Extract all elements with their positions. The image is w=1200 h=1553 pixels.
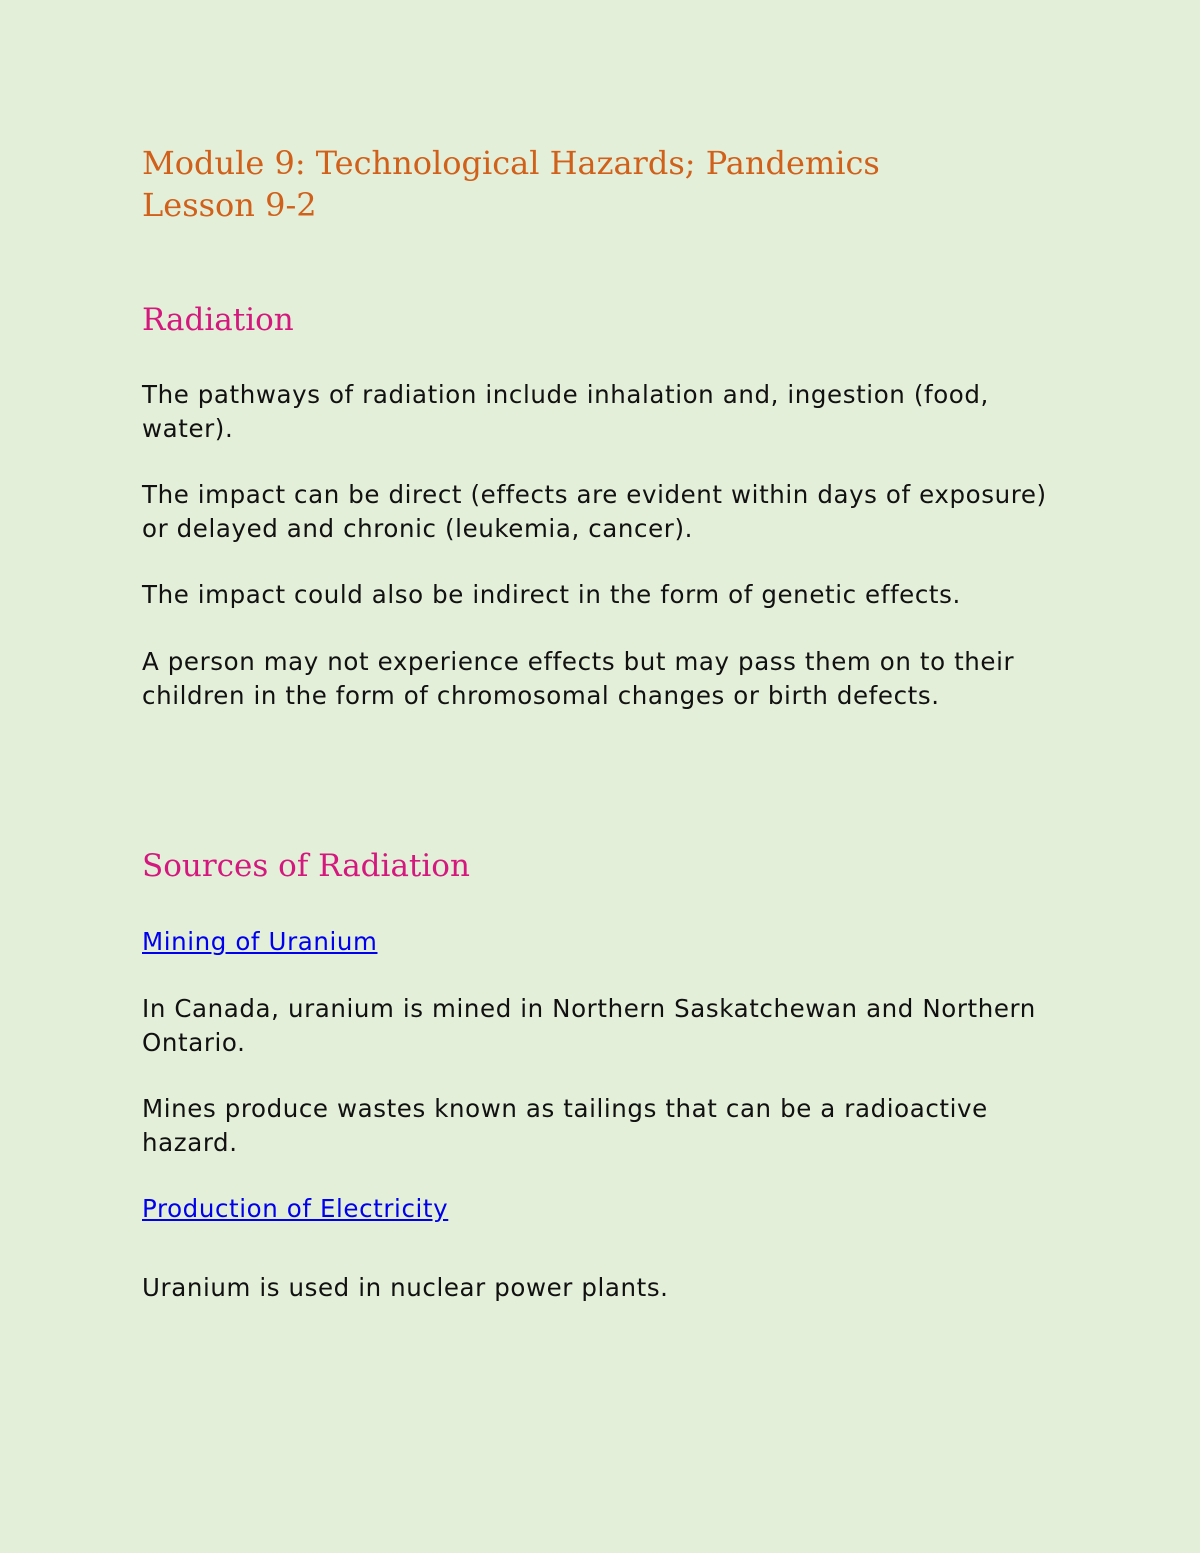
sources-heading: Sources of Radiation xyxy=(142,848,470,884)
radiation-paragraph: The impact can be direct (effects are evident within days of exposure) or delayed and chronic (leukemia, cancer). xyxy=(142,480,1047,543)
radiation-paragraph: The impact could also be indirect in the form of genetic effects. xyxy=(142,580,961,609)
radiation-paragraph: A person may not experience effects but may pass them on to their children in the form of chromosomal changes or birth defects. xyxy=(142,647,1015,710)
radiation-paragraph: The pathways of radiation include inhalation and, ingestion (food, water). xyxy=(142,380,989,443)
mining-paragraph: Mines produce wastes known as tailings that can be a radioactive hazard. xyxy=(142,1094,988,1157)
lesson-title: Lesson 9-2 xyxy=(142,186,317,224)
module-title: Module 9: Technological Hazards; Pandemics xyxy=(142,144,880,182)
radiation-heading: Radiation xyxy=(142,302,294,338)
production-of-electricity-link[interactable]: Production of Electricity xyxy=(142,1194,449,1223)
mining-of-uranium-link[interactable]: Mining of Uranium xyxy=(142,927,378,956)
electricity-paragraph: Uranium is used in nuclear power plants. xyxy=(142,1273,669,1302)
mining-paragraph: In Canada, uranium is mined in Northern Saskatchewan and Northern Ontario. xyxy=(142,994,1036,1057)
